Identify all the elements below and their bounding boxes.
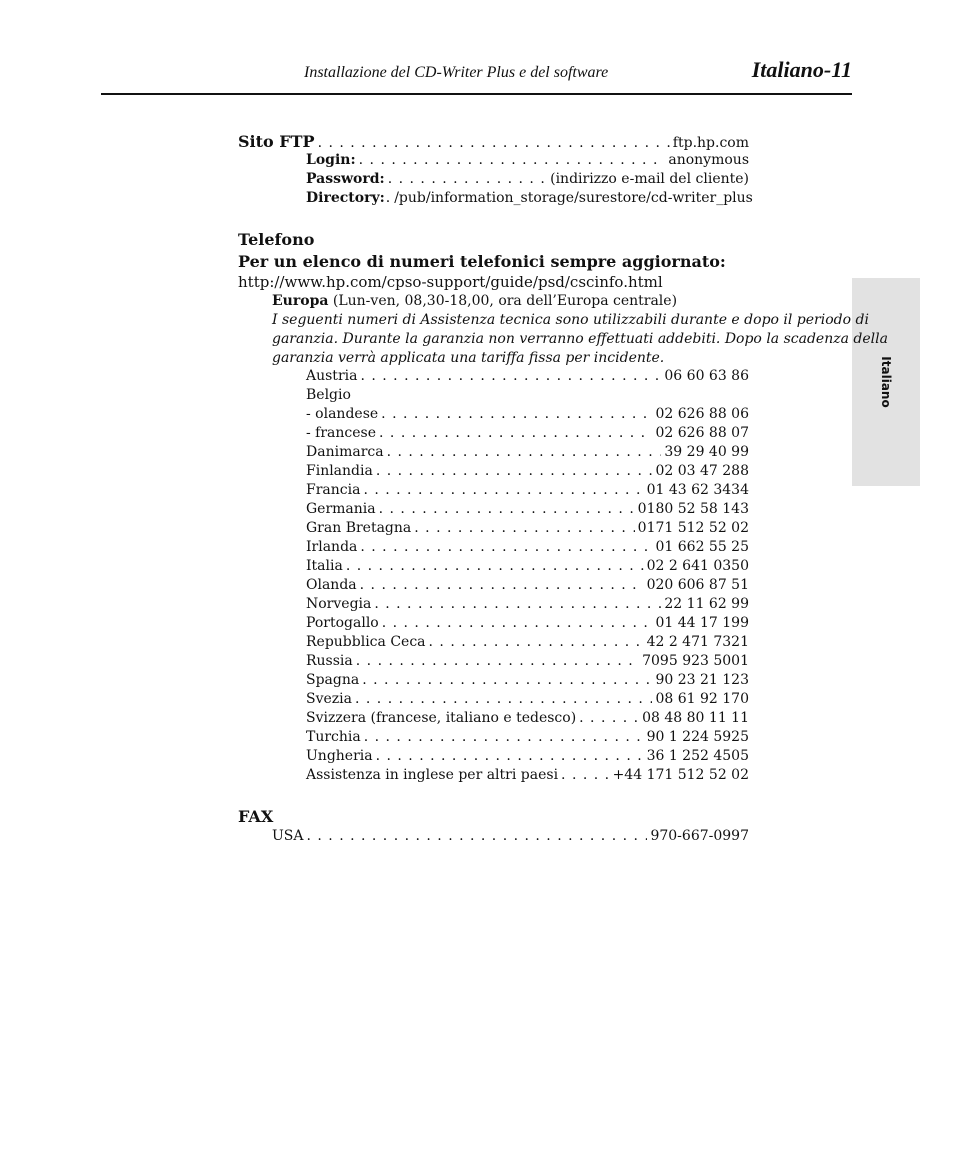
leader-dots	[414, 520, 634, 536]
country-name: Svezia	[306, 691, 352, 707]
leader-dots	[429, 634, 644, 650]
list-item	[306, 653, 749, 672]
list-item	[306, 748, 749, 767]
leader-dots	[388, 171, 547, 187]
ftp-login-value: anonymous	[668, 152, 749, 168]
leader-dots	[346, 558, 644, 574]
ftp-site-label: Sito FTP	[238, 132, 315, 151]
fax-number: 970-667-0997	[650, 828, 749, 844]
ftp-login-row	[306, 152, 749, 168]
phone-number: 06 60 63 86	[664, 368, 749, 384]
list-item	[306, 539, 749, 558]
side-tab-label: Italiano	[879, 356, 893, 408]
leader-dots	[561, 767, 610, 783]
phone-list-url[interactable]: http://www.hp.com/cpso-support/guide/psd/cscinfo.html	[238, 273, 663, 291]
ftp-directory-label: Directory:	[306, 190, 385, 206]
country-name: Repubblica Ceca	[306, 634, 426, 650]
section-title: Installazione del CD-Writer Plus e del software	[304, 64, 609, 81]
leader-dots	[355, 691, 652, 707]
country-name: Germania	[306, 501, 376, 517]
list-item	[306, 558, 749, 577]
ftp-site-value[interactable]: ftp.hp.com	[672, 135, 749, 151]
europe-label: Europa	[272, 293, 329, 309]
country-name: Belgio	[306, 387, 351, 403]
leader-dots	[379, 501, 635, 517]
leader-dots	[376, 463, 653, 479]
leader-dots	[360, 539, 652, 555]
list-item	[306, 520, 749, 539]
phone-number: 02 626 88 06	[655, 406, 749, 422]
phone-number: 02 626 88 07	[655, 425, 749, 441]
leader-dots	[579, 710, 639, 726]
leader-dots	[359, 152, 666, 168]
country-name: Italia	[306, 558, 343, 574]
europe-hours: (Lun-ven, 08,30-18,00, ora dell’Europa centrale)	[332, 293, 678, 309]
warranty-note-line-1: I seguenti numeri di Assistenza tecnica sono utilizzabili durante e dopo il periodo di	[272, 312, 869, 328]
list-item	[306, 463, 749, 482]
phone-number: 08 48 80 11 11	[642, 710, 749, 726]
list-item	[306, 577, 749, 596]
leader-dots	[360, 577, 644, 593]
language-side-tab	[852, 278, 920, 486]
ftp-directory-row	[306, 190, 753, 206]
leader-dots	[381, 406, 652, 422]
phone-number: 22 11 62 99	[664, 596, 749, 612]
leader-dots	[362, 672, 652, 688]
leader-dots	[379, 425, 652, 441]
phone-number: 01 662 55 25	[655, 539, 749, 555]
fax-row	[272, 828, 749, 844]
country-name: Norvegia	[306, 596, 372, 612]
support-phone-list	[306, 368, 749, 786]
ftp-password-value: (indirizzo e-mail del cliente)	[550, 171, 749, 187]
leader-dots: .	[385, 190, 391, 206]
list-item	[306, 387, 749, 406]
country-name: Turchia	[306, 729, 361, 745]
country-name: Assistenza in inglese per altri paesi	[306, 767, 559, 783]
country-name: Portogallo	[306, 615, 379, 631]
leader-dots	[307, 828, 648, 844]
list-item	[306, 615, 749, 634]
country-name: Austria	[306, 368, 358, 384]
phone-number: 01 43 62 3434	[646, 482, 749, 498]
leader-dots	[363, 482, 643, 498]
europe-line	[272, 293, 677, 309]
phone-number: +44 171 512 52 02	[612, 767, 749, 783]
header-divider	[101, 93, 852, 95]
country-name: Francia	[306, 482, 361, 498]
country-name: Russia	[306, 653, 353, 669]
list-item	[306, 691, 749, 710]
country-name: Ungheria	[306, 748, 373, 764]
list-item	[306, 710, 749, 729]
list-item	[306, 425, 749, 444]
fax-heading: FAX	[238, 807, 274, 826]
list-item	[306, 767, 749, 786]
country-name: Olanda	[306, 577, 357, 593]
country-name: - francese	[306, 425, 377, 441]
list-item	[306, 368, 749, 387]
leader-dots	[374, 596, 661, 612]
list-item	[306, 672, 749, 691]
leader-dots	[356, 653, 639, 669]
leader-dots	[376, 748, 644, 764]
leader-dots	[382, 615, 653, 631]
fax-country-label: USA	[272, 828, 304, 844]
phone-number: 7095 923 5001	[642, 653, 749, 669]
list-item	[306, 501, 749, 520]
phone-number: 42 2 471 7321	[646, 634, 749, 650]
ftp-site-row	[238, 132, 749, 151]
warranty-note-line-3: garanzia verrà applicata una tariffa fissa per incidente.	[272, 350, 665, 366]
country-name: Danimarca	[306, 444, 384, 460]
leader-dots	[364, 729, 644, 745]
phone-number: 0171 512 52 02	[637, 520, 749, 536]
phone-number: 02 03 47 288	[655, 463, 749, 479]
country-name: Finlandia	[306, 463, 373, 479]
phone-subheading: Per un elenco di numeri telefonici sempre aggiornato:	[238, 252, 726, 271]
leader-dots	[318, 135, 670, 151]
warranty-note-line-2: garanzia. Durante la garanzia non verranno effettuati addebiti. Dopo la scadenza della	[272, 331, 888, 347]
country-name: Spagna	[306, 672, 360, 688]
phone-number: 02 2 641 0350	[646, 558, 749, 574]
country-name: Svizzera (francese, italiano e tedesco)	[306, 710, 577, 726]
phone-number: 020 606 87 51	[646, 577, 749, 593]
phone-number: 90 1 224 5925	[646, 729, 749, 745]
phone-number: 36 1 252 4505	[646, 748, 749, 764]
phone-heading: Telefono	[238, 230, 315, 249]
list-item	[306, 444, 749, 463]
phone-number: 90 23 21 123	[655, 672, 749, 688]
page-number-label: Italiano-11	[751, 57, 852, 82]
country-name: Gran Bretagna	[306, 520, 412, 536]
leader-dots	[387, 444, 662, 460]
phone-number: 39 29 40 99	[664, 444, 749, 460]
list-item	[306, 634, 749, 653]
leader-dots	[360, 368, 661, 384]
phone-number: 08 61 92 170	[655, 691, 749, 707]
list-item	[306, 596, 749, 615]
country-name: Irlanda	[306, 539, 358, 555]
list-item	[306, 406, 749, 425]
ftp-password-label: Password:	[306, 171, 385, 187]
phone-number: 01 44 17 199	[655, 615, 749, 631]
list-item	[306, 729, 749, 748]
phone-number: 0180 52 58 143	[637, 501, 749, 517]
country-name: - olandese	[306, 406, 379, 422]
ftp-login-label: Login:	[306, 152, 356, 168]
ftp-password-row	[306, 171, 749, 187]
list-item	[306, 482, 749, 501]
ftp-directory-value: /pub/information_storage/surestore/cd-writer_plus	[394, 190, 753, 206]
